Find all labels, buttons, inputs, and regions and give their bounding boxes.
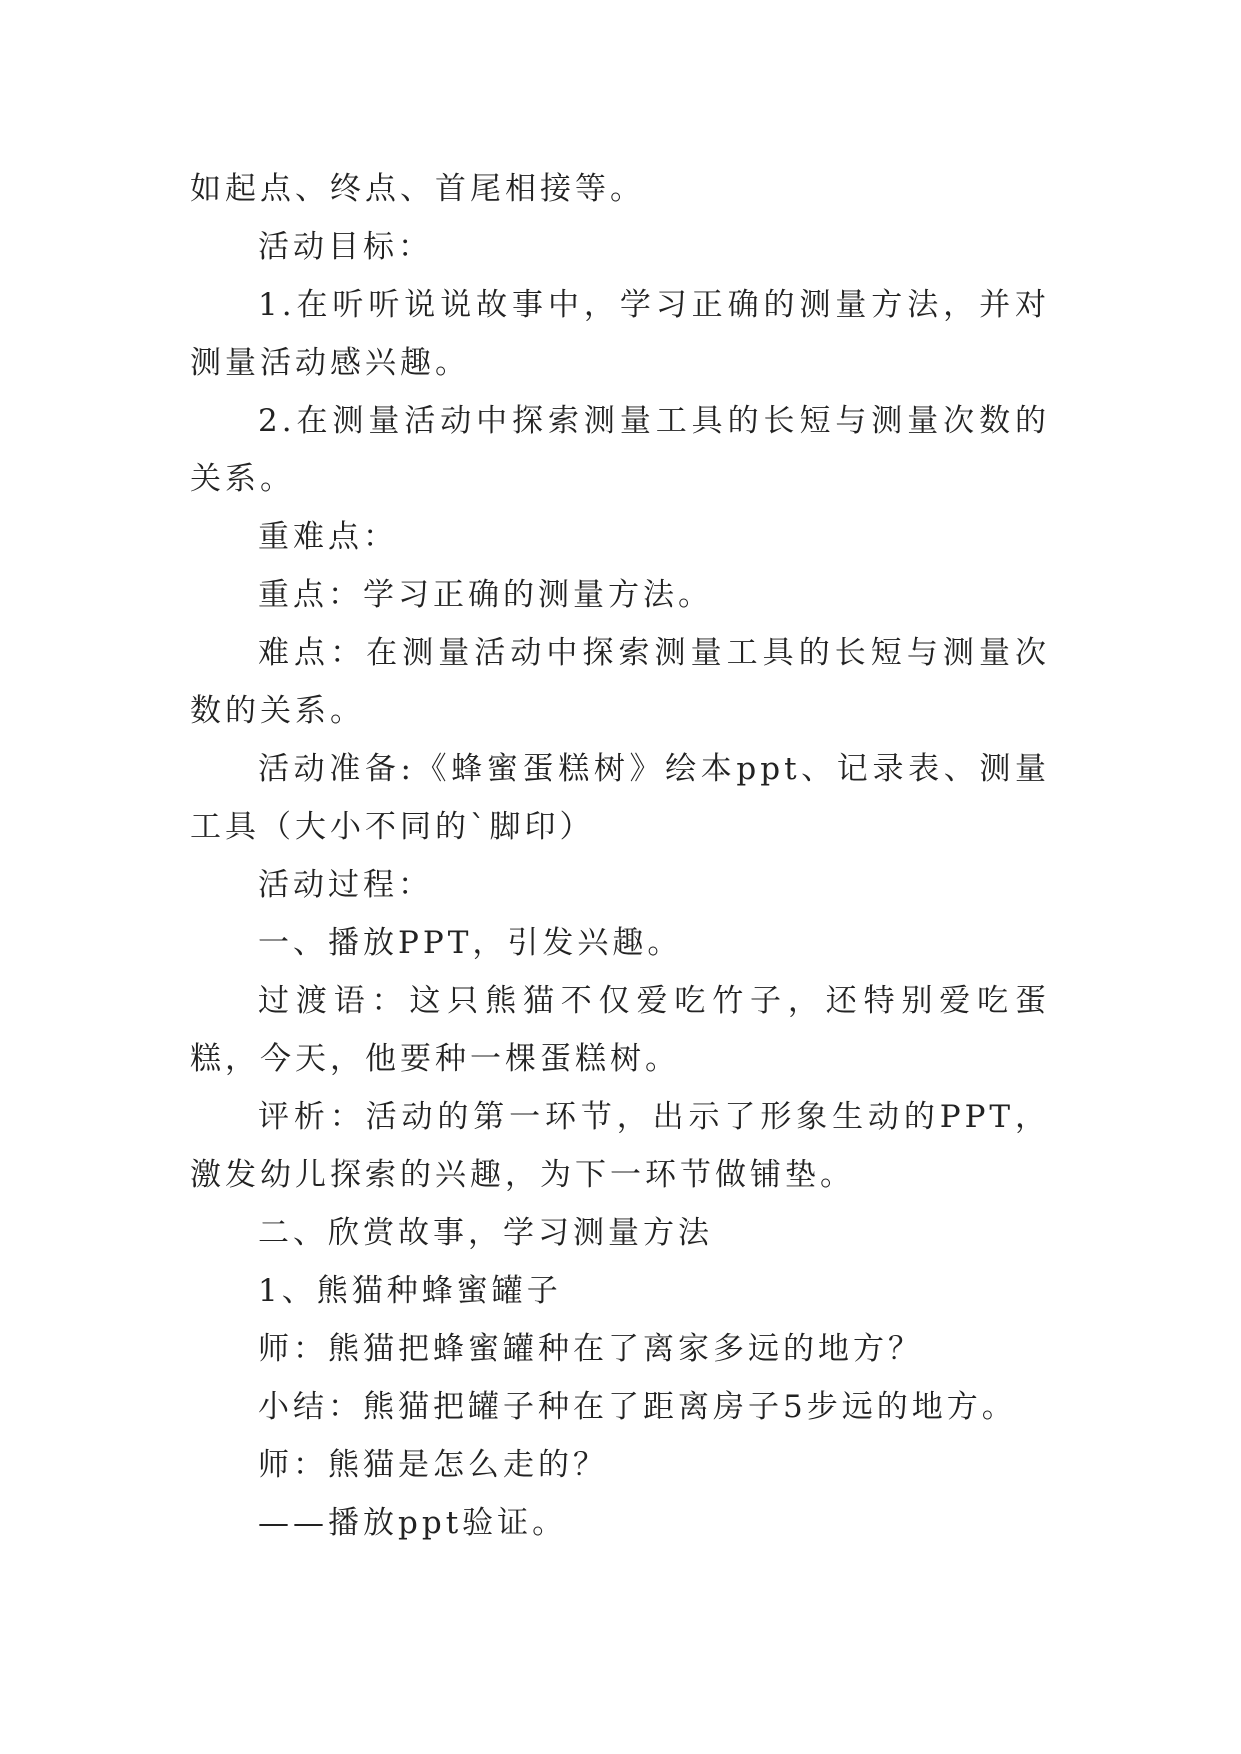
paragraph: 活动过程： [258, 867, 433, 903]
paragraph: 师：熊猫是怎么走的？ [258, 1447, 608, 1483]
paragraph: 重难点： [258, 519, 398, 555]
paragraph: 小结：熊猫把罐子种在了距离房子5步远的地方。 [258, 1389, 1017, 1425]
paragraph: 二、欣赏故事，学习测量方法 [258, 1215, 713, 1251]
paragraph: 1.在听听说说故事中，学习正确的测量方法，并对测量活动感兴趣。 [190, 287, 1050, 381]
paragraph: 活动准备:《蜂蜜蛋糕树》绘本ppt、记录表、测量工具（大小不同的`脚印） [190, 751, 1050, 845]
paragraph: 过渡语：这只熊猫不仅爱吃竹子，还特别爱吃蛋糕，今天，他要种一棵蛋糕树。 [190, 983, 1050, 1077]
paragraph: 难点：在测量活动中探索测量工具的长短与测量次数的关系。 [190, 635, 1050, 729]
paragraph: ——播放ppt验证。 [258, 1505, 568, 1541]
document-body [190, 160, 1050, 1552]
paragraph: 2.在测量活动中探索测量工具的长短与测量次数的关系。 [190, 403, 1050, 497]
paragraph: 重点：学习正确的测量方法。 [258, 577, 713, 613]
paragraph: 一、播放PPT，引发兴趣。 [258, 925, 683, 961]
paragraph: 1、熊猫种蜂蜜罐子 [258, 1273, 562, 1309]
paragraph: 师：熊猫把蜂蜜罐种在了离家多远的地方？ [258, 1331, 923, 1367]
paragraph: 如起点、终点、首尾相接等。 [190, 171, 645, 207]
paragraph: 活动目标： [258, 229, 433, 265]
paragraph: 评析：活动的第一环节，出示了形象生动的PPT，激发幼儿探索的兴趣，为下一环节做铺垫。 [190, 1099, 1050, 1193]
